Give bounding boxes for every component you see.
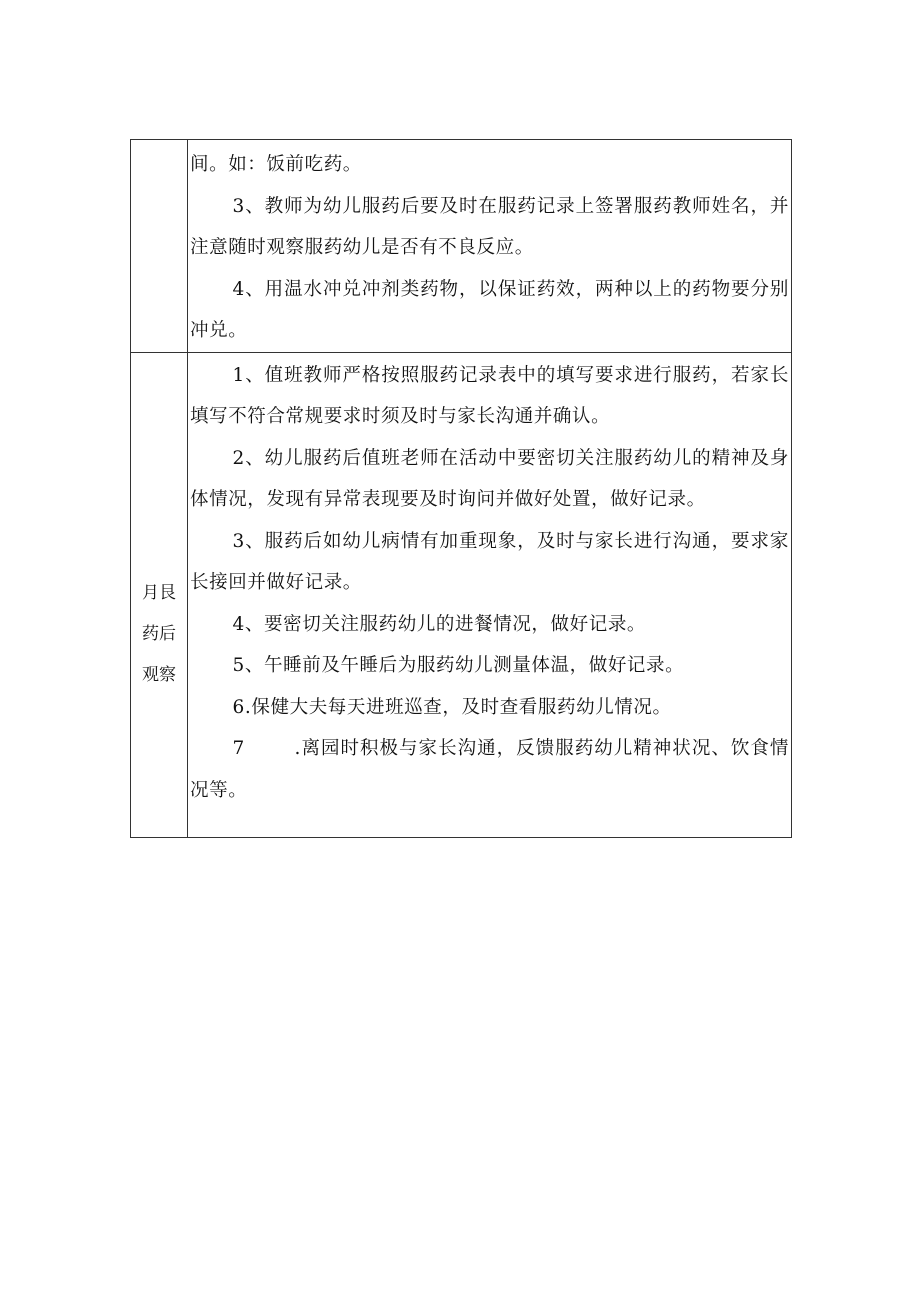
paragraph-continuation: 间。如：饭前吃药。 (190, 154, 362, 175)
paragraph-item-7 (190, 728, 789, 811)
paragraph-item-6: 6.保健大夫每天进班巡查，及时查看服药幼儿情况。 (232, 696, 672, 718)
medication-rules-table (130, 139, 792, 838)
item-7-number: 7 (232, 738, 245, 759)
item-7-text: .离园时积极与家长沟通，反馈服药幼儿精神状况、饮食情况等。 (190, 738, 789, 801)
paragraph-item-3: 3、服药后如幼儿病情有加重现象，及时与家长进行沟通，要求家长接回并做好记录。 (190, 530, 789, 593)
paragraph-item-5: 5、午睡前及午睡后为服药幼儿测量体温，做好记录。 (232, 655, 685, 676)
paragraph-item-4: 4、要密切关注服药幼儿的进餐情况，做好记录。 (232, 613, 647, 635)
paragraph-item-1: 1、值班教师严格按照服药记录表中的填写要求进行服药，若家长填写不符合常规要求时须及时与家长沟通并确认。 (190, 364, 789, 427)
row-label-cell-empty (131, 140, 188, 353)
row-label-line-1: 月艮 (142, 583, 176, 603)
table-row (131, 140, 792, 353)
row-label-cell (131, 352, 188, 837)
row-label (131, 493, 187, 696)
paragraph-item-2: 2、幼儿服药后值班老师在活动中要密切关注服药幼儿的精神及身体情况，发现有异常表现要及时询问并做好处置，做好记录。 (190, 447, 789, 510)
table-row (131, 352, 792, 837)
paragraph-item-4: 4、用温水冲兑冲剂类药物，以保证药效，两种以上的药物要分别冲兑。 (190, 278, 789, 341)
row-content-cell (188, 352, 792, 837)
row-content-cell (188, 140, 792, 353)
row-label-line-2: 药后 (142, 624, 176, 644)
row-label-line-3: 观察 (142, 665, 176, 685)
paragraph-item-3: 3、教师为幼儿服药后要及时在服药记录上签署服药教师姓名，并注意随时观察服药幼儿是否有不良反应。 (190, 195, 789, 258)
